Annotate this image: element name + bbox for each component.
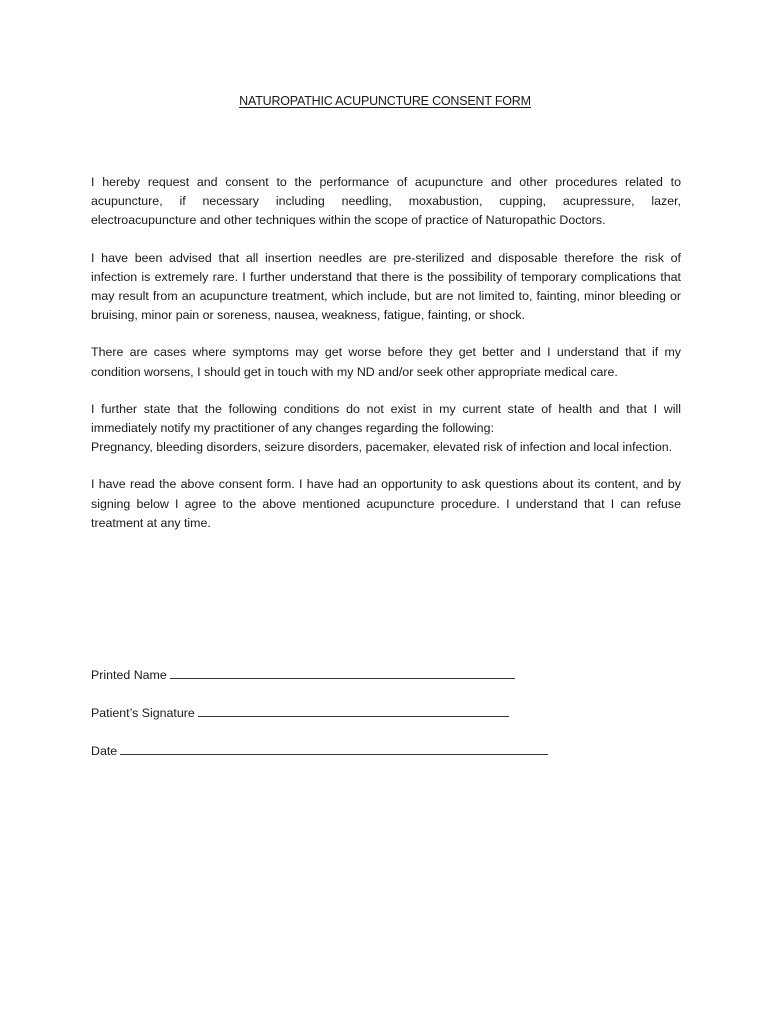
signature-block <box>91 664 548 778</box>
signature-label: Patient’s Signature <box>91 706 195 720</box>
printed-name-row <box>91 664 548 684</box>
signature-field[interactable] <box>198 702 509 717</box>
paragraph-symptoms: There are cases where symptoms may get worse before they get better and I understand that if my condition worsens, I should get in touch with my ND and/or seek other appropriate medical care. <box>91 345 681 379</box>
date-field[interactable] <box>120 740 548 755</box>
paragraph-request-consent: I hereby request and consent to the performance of acupuncture and other procedures related to acupuncture, if necessary including needling, moxabustion, cupping, acupressure, lazer, electroacupuncture and other techniques within the scope of practice of Naturopathic Doctors. <box>91 175 681 228</box>
signature-row <box>91 702 548 722</box>
date-label: Date <box>91 744 118 758</box>
date-row <box>91 740 548 760</box>
paragraph-conditions-list: Pregnancy, bleeding disorders, seizure disorders, pacemaker, elevated risk of infection and local infection. <box>91 440 673 455</box>
page-title: NATUROPATHIC ACUPUNCTURE CONSENT FORM <box>239 94 531 108</box>
paragraph-risks: I have been advised that all insertion needles are pre-sterilized and disposable therefore the risk of infection is extremely rare. I further understand that there is the possibility of temporary complications that may result from an acupuncture treatment, which include, but are not limited to, fainting, minor bleeding or bruising, minor pain or soreness, nausea, weakness, fatigue, fainting, or shock. <box>91 250 681 323</box>
paragraph-acknowledgement: I have read the above consent form. I have had an opportunity to ask questions about its content, and by signing below I agree to the above mentioned acupuncture procedure. I understand that I can refuse treatment at any time. <box>91 477 681 530</box>
consent-body <box>91 173 681 551</box>
printed-name-label: Printed Name <box>91 668 167 682</box>
printed-name-field[interactable] <box>170 664 515 679</box>
paragraph-conditions: I further state that the following conditions do not exist in my current state of health and that I will immediately notify my practitioner of any changes regarding the following: <box>91 401 681 436</box>
